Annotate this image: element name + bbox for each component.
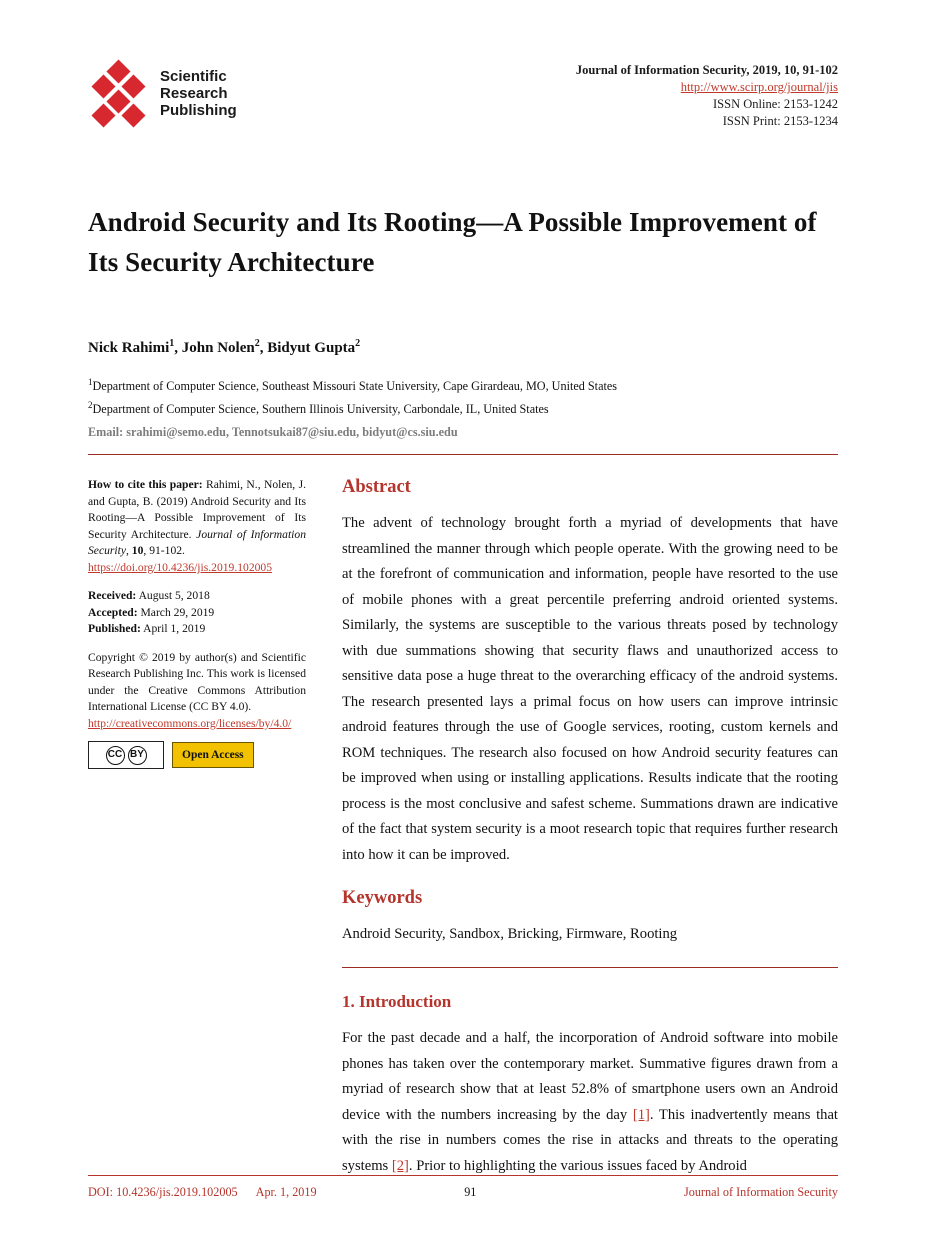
received-label: Received: (88, 589, 137, 603)
published-label: Published: (88, 622, 141, 636)
author-names: Nick Rahimi$^1$, John Nolen$^2$, Bidyut Gupta$^2$ (88, 338, 361, 356)
license-link[interactable]: http://creativecommons.org/licenses/by/4.0/ (88, 716, 292, 730)
publisher-name (160, 68, 237, 119)
author-list (88, 338, 838, 357)
citation-ref-2[interactable]: [2] (391, 1157, 409, 1174)
footer-date: Apr. 1, 2019 (255, 1185, 317, 1199)
cc-mark-icon: CC (106, 746, 125, 765)
page-footer (88, 1175, 838, 1200)
abstract-heading: Abstract (342, 477, 411, 498)
license-link-row (88, 716, 306, 733)
affiliation-1: $^1$Department of Computer Science, Southeast Missouri State University, Cape Girardeau, MO, United States (88, 377, 618, 394)
open-access-badge[interactable]: Open Access (172, 742, 254, 769)
masthead (88, 0, 838, 130)
creative-commons-icon[interactable] (88, 741, 164, 769)
by-mark-icon: BY (128, 746, 147, 765)
publisher-line-2: Research (160, 84, 228, 102)
keywords-text: Android Security, Sandbox, Bricking, Firmware, Rooting (342, 926, 678, 943)
received-row (88, 588, 306, 605)
footer-page-number: 91 (464, 1185, 477, 1199)
publisher-line-3: Publishing (160, 101, 237, 119)
received-value: August 5, 2018 (138, 589, 210, 603)
intro-part-1: For the past decade and a half, the incorporation of Android software into mobile phones has taken over the contemporary market. Summative figures drawn from a myriad of research show that at least 52.8% of smartphone users own an Android device with the numbers increasing by the day (342, 1030, 838, 1123)
keywords-divider (342, 967, 838, 968)
how-to-cite-block (88, 477, 306, 576)
publisher-line-1: Scientific (160, 67, 227, 85)
main-content (342, 477, 838, 1179)
sidebar-metadata (88, 477, 306, 1179)
footer-doi[interactable]: DOI: 10.4236/jis.2019.102005 (88, 1185, 238, 1199)
doi-link[interactable]: https://doi.org/10.4236/jis.2019.102005 (88, 560, 273, 574)
issn-print: ISSN Print: 2153-1234 (722, 114, 838, 128)
page-title: Android Security and Its Rooting—A Possible Improvement of Its Security Architecture (88, 207, 817, 277)
footer-divider (88, 1175, 838, 1176)
body-columns (88, 477, 838, 1179)
publisher-logo (88, 62, 237, 124)
copyright-text: Copyright © 2019 by author(s) and Scientific Research Publishing Inc. This work is licensed under the Creative Commons Attribution International License (CC BY 4.0). (88, 650, 306, 714)
intro-part-2: . This inadvertently means that with the rise in numbers comes the rise in attacks and threats to the operating systems (342, 1106, 838, 1174)
accepted-row (88, 605, 306, 622)
journal-url-link[interactable]: http://www.scirp.org/journal/jis (680, 80, 838, 94)
affiliation-2: $^2$Department of Computer Science, Southern Illinois University, Carbondale, IL, United States (88, 400, 549, 417)
footer-journal-name: Journal of Information Security (684, 1185, 838, 1199)
header-divider (88, 454, 838, 455)
how-to-cite-label: How to cite this paper: (88, 478, 203, 492)
scirp-diamond-icon (88, 62, 150, 124)
journal-citation: Journal of Information Security, 2019, 10, 91-102 (575, 63, 838, 77)
keywords-heading: Keywords (342, 888, 423, 909)
published-value: April 1, 2019 (143, 622, 206, 636)
introduction-paragraph (342, 1026, 838, 1179)
how-to-cite-text: Rahimi, N., Nolen, J. and Gupta, B. (2019) Android Security and Its Rooting—A Possible Improvement of Its Security Architecture. Journal of Information Security, 10, 91-102. (88, 478, 306, 558)
author-emails: Email: srahimi@semo.edu, Tennotsukai87@siu.edu, bidyut@cs.siu.edu (88, 425, 458, 440)
journal-info (576, 62, 838, 130)
accepted-value: March 29, 2019 (140, 605, 215, 619)
license-badges (88, 741, 306, 769)
accepted-label: Accepted: (88, 605, 138, 619)
issn-online: ISSN Online: 2153-1242 (713, 97, 838, 111)
abstract-text: The advent of technology brought forth a myriad of developments that have streamlined the manner through which people operate. With the growing need to be at the forefront of communication and information, people have resorted to the use of mobile phones with a great percentile preferring android oriented systems. Similarly, the systems are susceptible to the various threats posed by technology with due summations showing that security flaws and unauthorized access to sensitive data pose a huge threat to the overarching efficacy of the android systems. The research presented lays a primal focus on how users can improve intrinsic android features through the use of Google services, rooting, custom kernels and ROM techniques. The research also focused on how Android security features can be improved when using or installing applications. Results indicate that the rooting process is the most conclusive and safest scheme. Summations drawn are indicative of the fact that system security is a moot research topic that requires further research into how it can be improved. (342, 515, 838, 863)
published-row (88, 621, 306, 638)
intro-part-3: . Prior to highlighting the various issues faced by Android (408, 1157, 747, 1174)
introduction-heading: 1. Introduction (342, 992, 452, 1012)
citation-ref-1[interactable]: [1] (632, 1106, 650, 1123)
